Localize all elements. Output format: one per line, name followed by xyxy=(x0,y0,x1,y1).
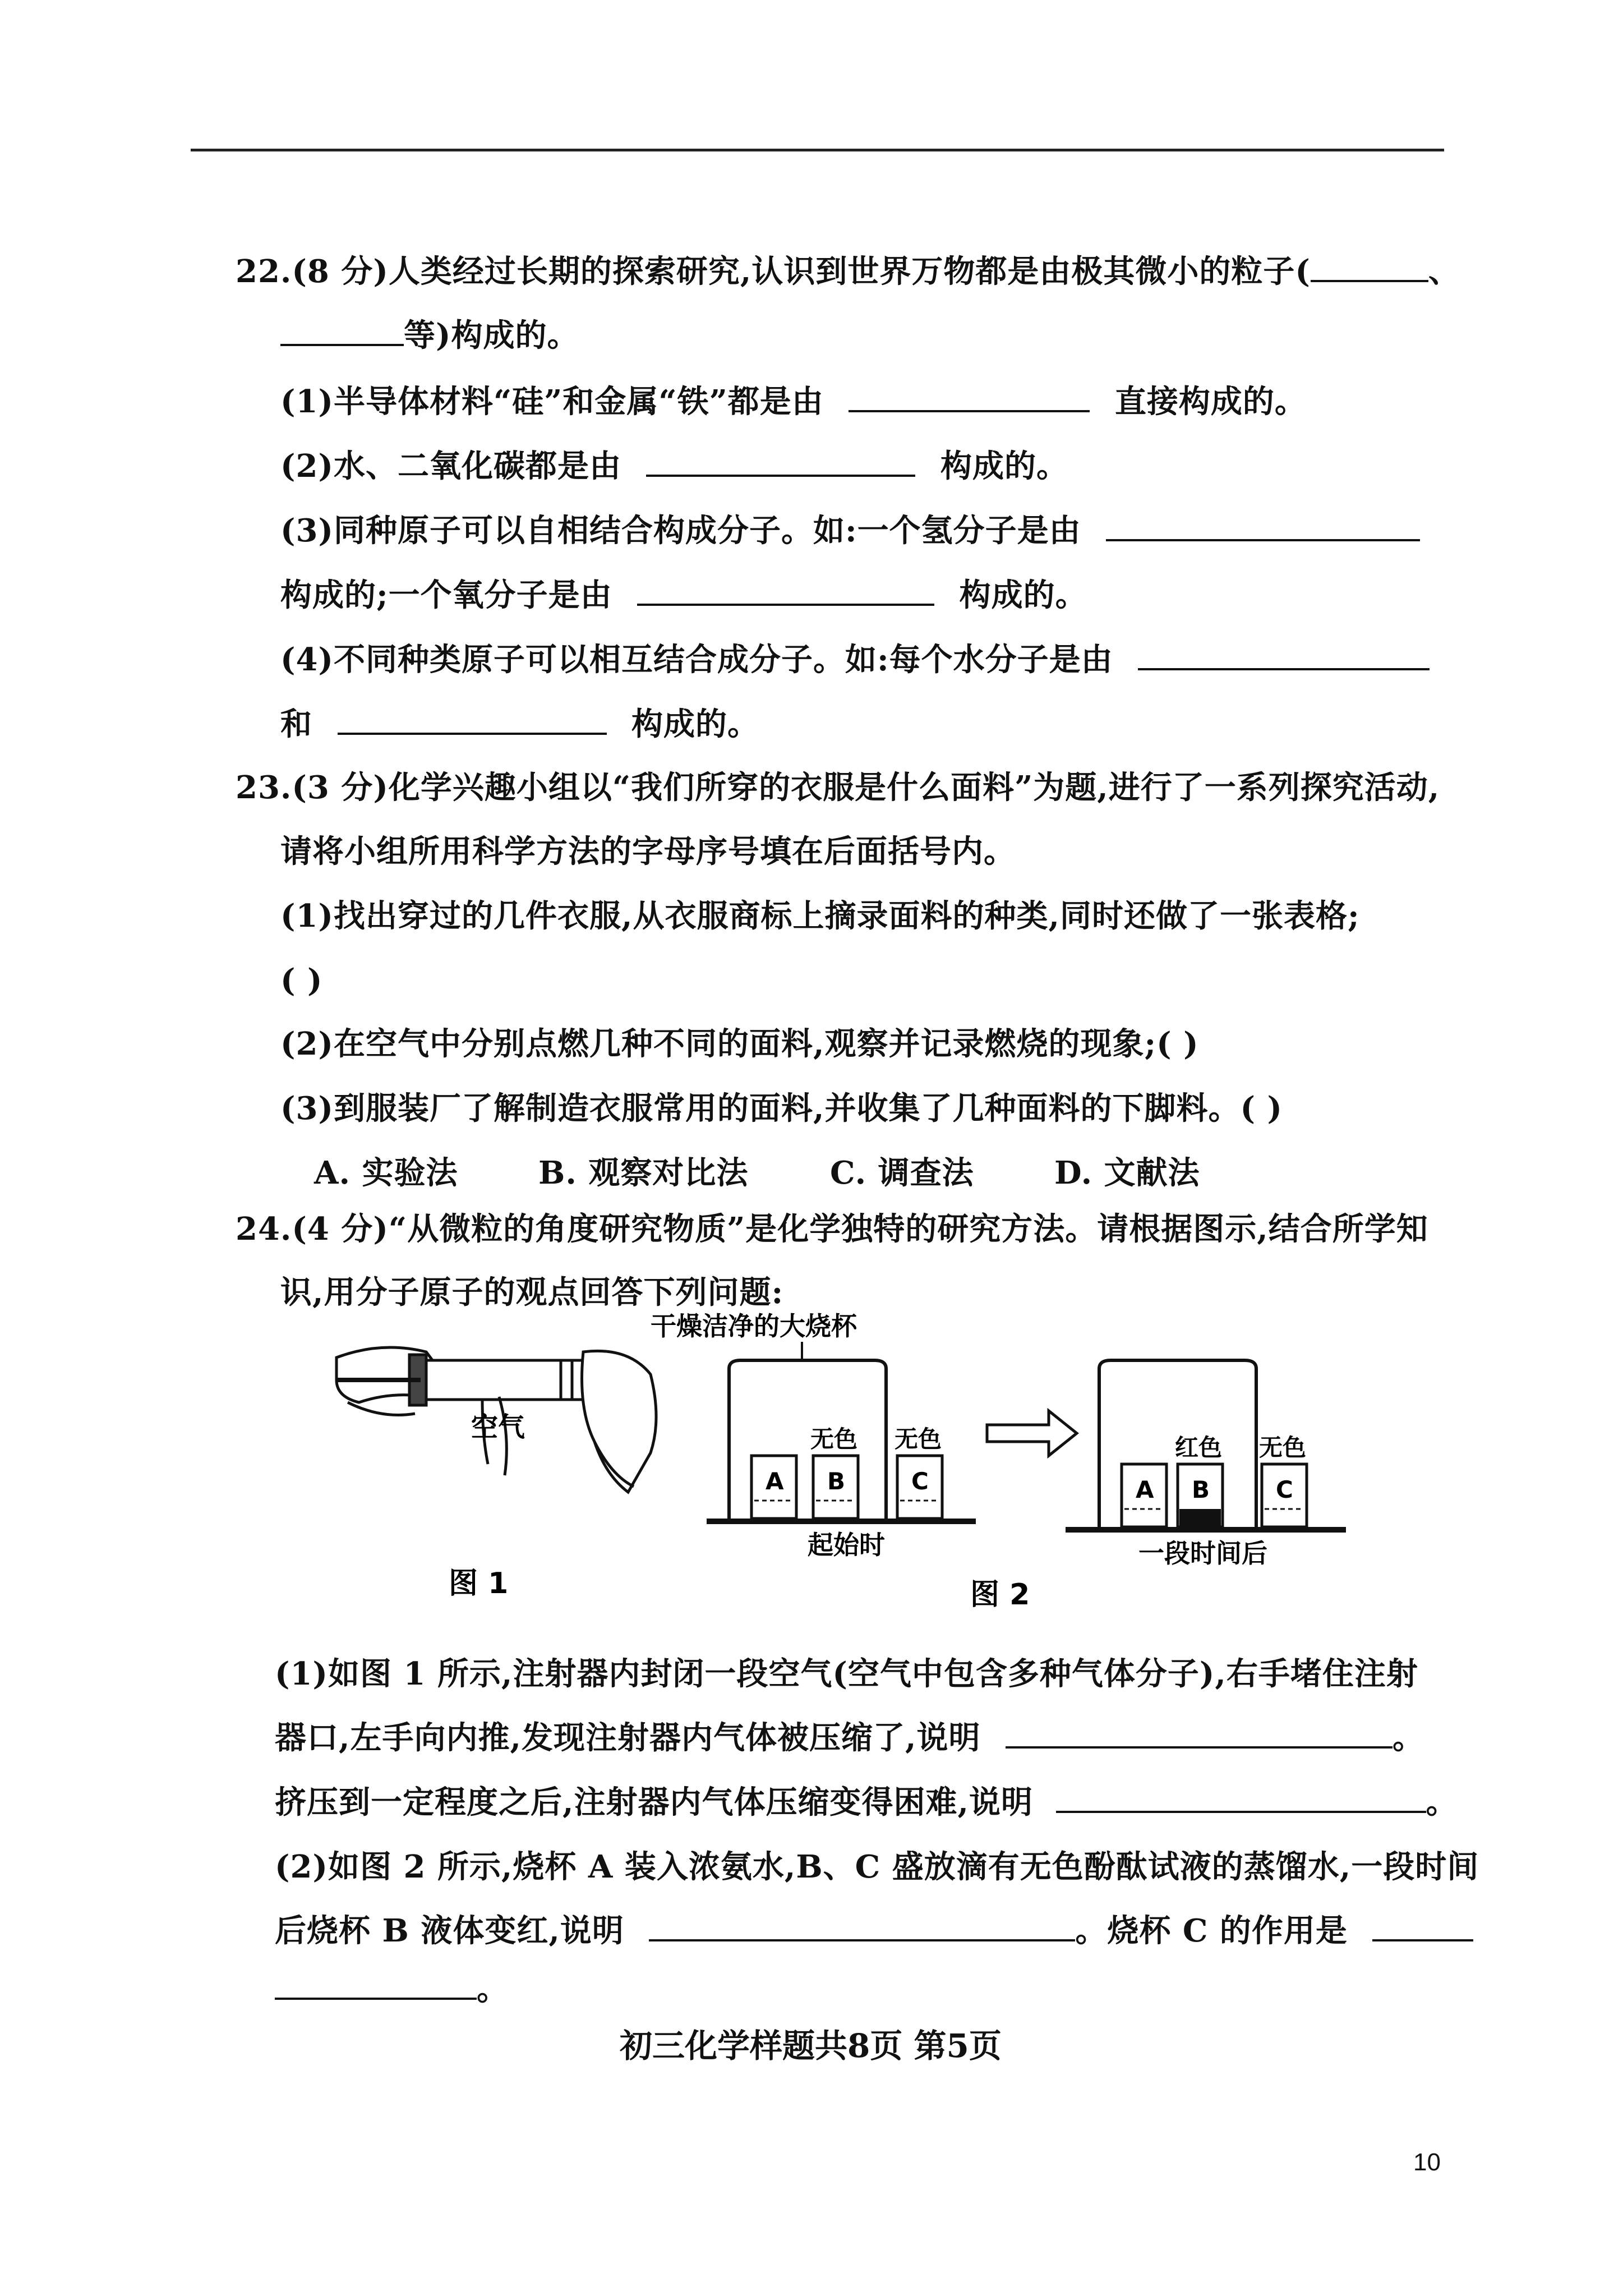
q22-p3-text: (3)同种原子可以自相结合构成分子。如:一个氢分子是由 xyxy=(280,512,1081,549)
q22-part3-line1 xyxy=(280,510,1420,551)
q22-part4-line2 xyxy=(280,704,759,744)
footer-page-info: 初三化学样题共8页 第5页 xyxy=(620,2027,1002,2065)
beaker-b-start-label: B xyxy=(827,1467,846,1495)
q22-blank-1[interactable] xyxy=(1311,252,1428,282)
q22-stem-text: 22.(8 分)人类经过长期的探索研究,认识到世界万物都是由极其微小的粒子( xyxy=(236,253,1311,290)
q24-stem-line1: 24.(4 分)“从微粒的角度研究物质”是化学独特的研究方法。请根据图示,结合所学知 xyxy=(236,1211,1428,1248)
after-label: 一段时间后 xyxy=(1138,1538,1267,1568)
q23-part1-answer[interactable]: ( ) xyxy=(280,962,323,999)
q22-p4-end: 构成的。 xyxy=(631,706,759,743)
q24-p1-text-2: 挤压到一定程度之后,注射器内气体压缩变得困难,说明 xyxy=(275,1784,1033,1821)
figure2-label: 图 2 xyxy=(970,1578,1030,1612)
q23-part1: (1)找出穿过的几件衣服,从衣服商标上摘录面料的种类,同时还做了一张表格; xyxy=(280,898,1360,935)
q23-stem-line1: 23.(3 分)化学兴趣小组以“我们所穿的衣服是什么面料”为题,进行了一系列探究活动, xyxy=(236,769,1440,806)
top-rule xyxy=(191,149,1444,151)
q24-p2-blank-2b[interactable] xyxy=(275,1970,477,2000)
q24-stem-line2: 识,用分子原子的观点回答下列问题: xyxy=(280,1274,784,1311)
q22-part1 xyxy=(280,381,1307,422)
air-label: 空气 xyxy=(471,1411,525,1443)
beaker-a-after-label: A xyxy=(1136,1476,1154,1503)
arrow-right-icon xyxy=(987,1411,1077,1456)
q22-separator: 、 xyxy=(1428,253,1460,290)
q24-p1-period-1: 。 xyxy=(1393,1719,1424,1756)
beaker-b-start-color: 无色 xyxy=(810,1425,858,1453)
q23-option-c: C. 调查法 xyxy=(830,1154,974,1191)
q24-p2-text-2: 。烧杯 C 的作用是 xyxy=(1075,1912,1348,1949)
beaker-c-after-color: 无色 xyxy=(1259,1434,1307,1461)
beaker-c-start-label: C xyxy=(911,1467,929,1495)
page-number: 10 xyxy=(1413,2148,1441,2176)
q24-part2-line3 xyxy=(275,1969,509,2009)
beaker-a-start-label: A xyxy=(766,1467,784,1495)
q22-p4-blank-1[interactable] xyxy=(1138,640,1430,670)
q22-p4-blank-2[interactable] xyxy=(338,705,607,735)
q24-p1-blank-2[interactable] xyxy=(1056,1783,1426,1813)
q22-p1-text: (1)半导体材料“硅”和金属“铁”都是由 xyxy=(280,383,824,420)
q24-p1-text: 器口,左手向内推,发现注射器内气体被压缩了,说明 xyxy=(275,1719,981,1756)
q22-p3-blank-2[interactable] xyxy=(637,576,934,606)
q22-p2-text: (2)水、二氧化碳都是由 xyxy=(280,448,621,485)
q23-option-d: D. 文献法 xyxy=(1054,1154,1200,1191)
figure1-label: 图 1 xyxy=(449,1567,509,1600)
q22-p3-mid: 构成的;一个氧分子是由 xyxy=(280,577,612,614)
beaker-c-start-color: 无色 xyxy=(895,1425,942,1453)
q22-p2-end: 构成的。 xyxy=(940,448,1068,485)
q24-p2-period: 。 xyxy=(477,1971,509,2008)
q22-stem-end: 等)构成的。 xyxy=(404,317,579,354)
q24-part2-line1: (2)如图 2 所示,烧杯 A 装入浓氨水,B、C 盛放滴有无色酚酞试液的蒸馏水,一段时间 xyxy=(275,1848,1479,1885)
q24-p2-blank-2a[interactable] xyxy=(1372,1911,1473,1941)
large-beaker-label: 干燥洁净的大烧杯 xyxy=(651,1311,857,1341)
q22-blank-2[interactable] xyxy=(280,316,404,346)
q23-option-a: A. 实验法 xyxy=(314,1154,458,1191)
beaker-b-after-color: 红色 xyxy=(1175,1434,1223,1461)
right-hand-icon xyxy=(582,1351,657,1492)
q24-part2-line2 xyxy=(275,1911,1473,1951)
q24-part1-line3 xyxy=(275,1782,1458,1823)
q22-p3-blank-1[interactable] xyxy=(1106,511,1420,541)
q23-part2: (2)在空气中分别点燃几种不同的面料,观察并记录燃烧的现象;( ) xyxy=(280,1025,1199,1062)
start-label: 起始时 xyxy=(808,1530,885,1560)
beaker-b-red-liquid xyxy=(1179,1509,1221,1526)
q22-p1-end: 直接构成的。 xyxy=(1114,383,1307,420)
q24-part1-line2 xyxy=(275,1718,1424,1758)
q22-part3-line2 xyxy=(280,575,1087,615)
q22-p3-end: 构成的。 xyxy=(959,577,1087,614)
q24-p2-text: 后烧杯 B 液体变红,说明 xyxy=(275,1912,624,1949)
q22-stem-line1 xyxy=(236,251,1460,292)
q24-p1-blank-1[interactable] xyxy=(1006,1718,1393,1749)
q23-stem-line2: 请将小组所用科学方法的字母序号填在后面括号内。 xyxy=(280,833,1016,870)
q22-stem-line2 xyxy=(280,315,579,356)
syringe-barrel-icon xyxy=(421,1360,606,1400)
q22-p2-blank[interactable] xyxy=(646,447,915,477)
q22-part4-line1 xyxy=(280,639,1430,680)
q22-p1-blank[interactable] xyxy=(849,382,1090,412)
beaker-b-after-label: B xyxy=(1192,1476,1210,1503)
beaker-c-after-label: C xyxy=(1276,1476,1293,1503)
q24-p2-blank-1[interactable] xyxy=(649,1911,1075,1941)
q22-p4-and: 和 xyxy=(280,706,312,743)
q23-option-b: B. 观察对比法 xyxy=(538,1154,749,1191)
q23-part3: (3)到服装厂了解制造衣服常用的面料,并收集了几种面料的下脚料。( ) xyxy=(280,1090,1283,1127)
experiment-figure xyxy=(314,1307,1368,1621)
q24-p1-period-2: 。 xyxy=(1426,1784,1458,1821)
q22-part2 xyxy=(280,446,1068,486)
q23-options xyxy=(314,1153,1200,1193)
q22-p4-text: (4)不同种类原子可以相互结合成分子。如:每个水分子是由 xyxy=(280,641,1113,678)
q24-part1-line1: (1)如图 1 所示,注射器内封闭一段空气(空气中包含多种气体分子),右手堵住注射 xyxy=(275,1655,1418,1692)
